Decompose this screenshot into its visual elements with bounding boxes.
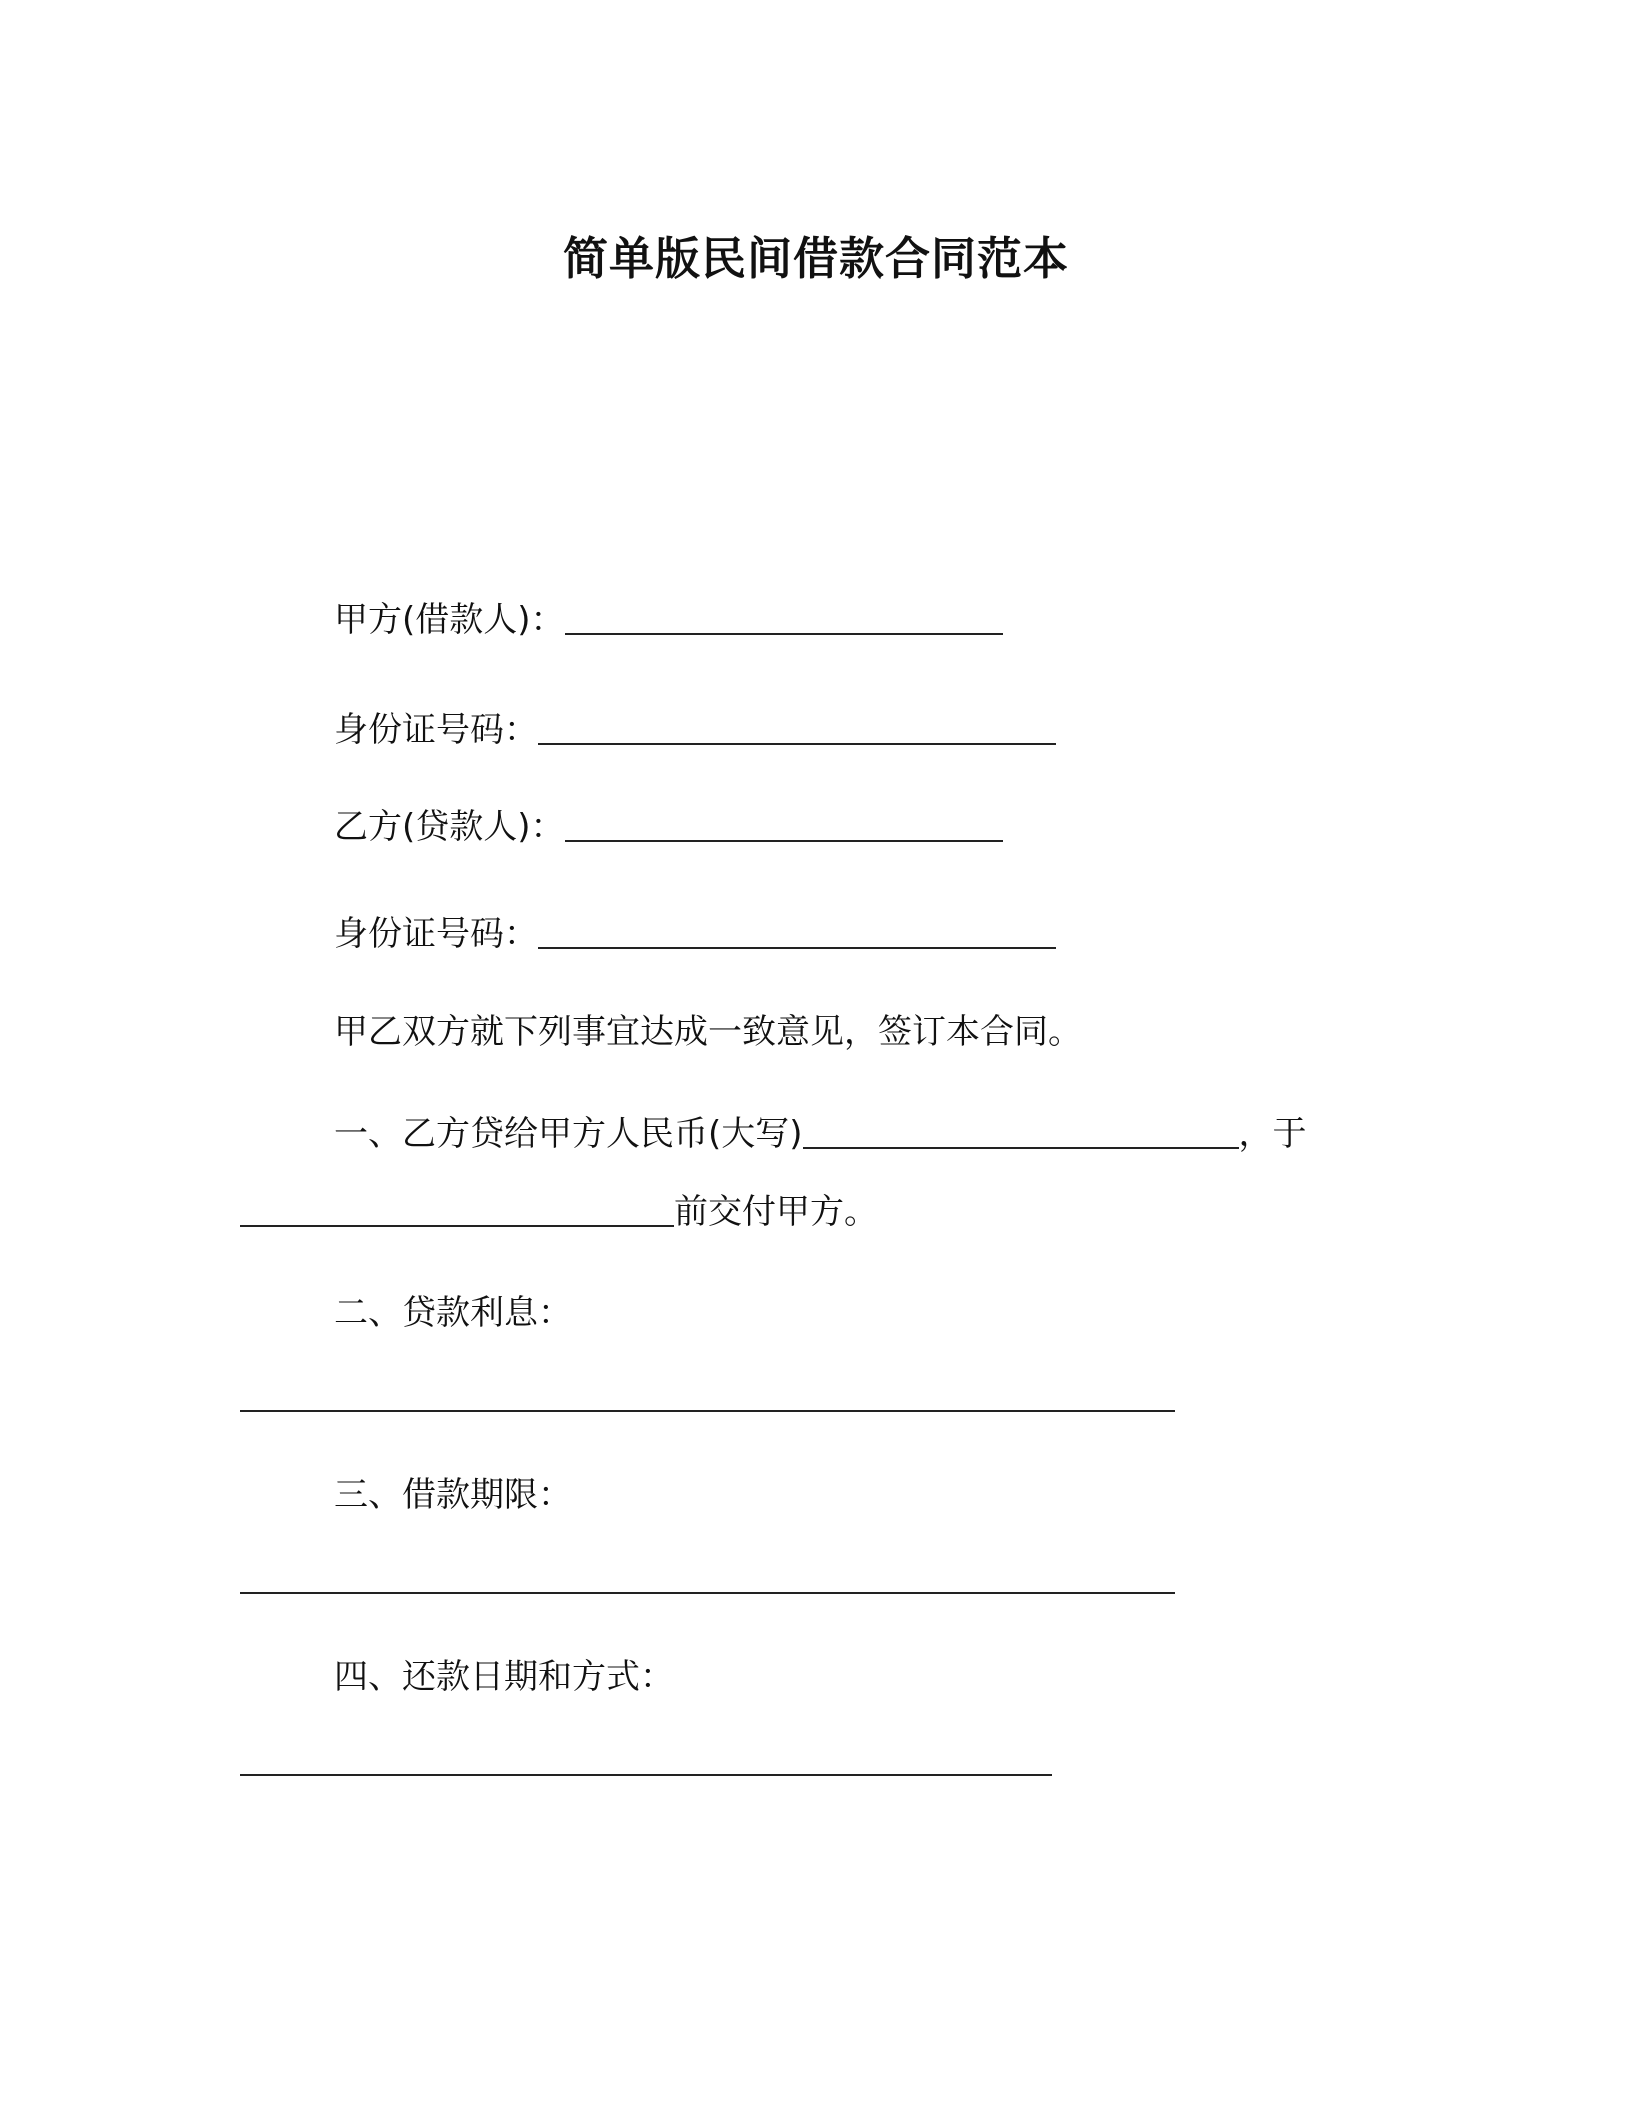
lender-id-blank[interactable] (538, 917, 1056, 949)
clause-one-continuation (240, 1190, 878, 1234)
clause-two-heading: 二、贷款利息： (334, 1293, 572, 1333)
clause-one-line (334, 1112, 1307, 1156)
delivery-date-blank[interactable] (240, 1195, 674, 1227)
clause-one-suffix: 前交付甲方。 (674, 1192, 878, 1232)
borrower-id-line (334, 708, 1056, 752)
borrower-line (334, 598, 1003, 642)
clause-four-heading: 四、还款日期和方式： (334, 1657, 674, 1697)
borrower-name-blank[interactable] (565, 603, 1003, 635)
intro-paragraph: 甲乙双方就下列事宜达成一致意见，签订本合同。 (334, 1012, 1082, 1052)
borrower-id-label: 身份证号码： (334, 710, 538, 750)
borrower-label: 甲方(借款人)： (334, 600, 565, 640)
lender-name-blank[interactable] (565, 810, 1003, 842)
repayment-blank[interactable] (240, 1774, 1052, 1776)
loan-amount-blank[interactable] (803, 1117, 1239, 1149)
interest-blank[interactable] (240, 1410, 1175, 1412)
page-title: 简单版民间借款合同范本 (562, 232, 1069, 285)
clause-three-heading: 三、借款期限： (334, 1475, 572, 1515)
clause-one-mid: ，于 (1238, 1114, 1307, 1154)
loan-term-blank[interactable] (240, 1592, 1175, 1594)
lender-label: 乙方(贷款人)： (334, 807, 565, 847)
borrower-id-blank[interactable] (538, 713, 1056, 745)
lender-line (334, 805, 1003, 849)
lender-id-label: 身份证号码： (334, 914, 538, 954)
clause-one-prefix: 一、乙方贷给甲方人民币(大写) (334, 1114, 803, 1154)
lender-id-line (334, 912, 1056, 956)
